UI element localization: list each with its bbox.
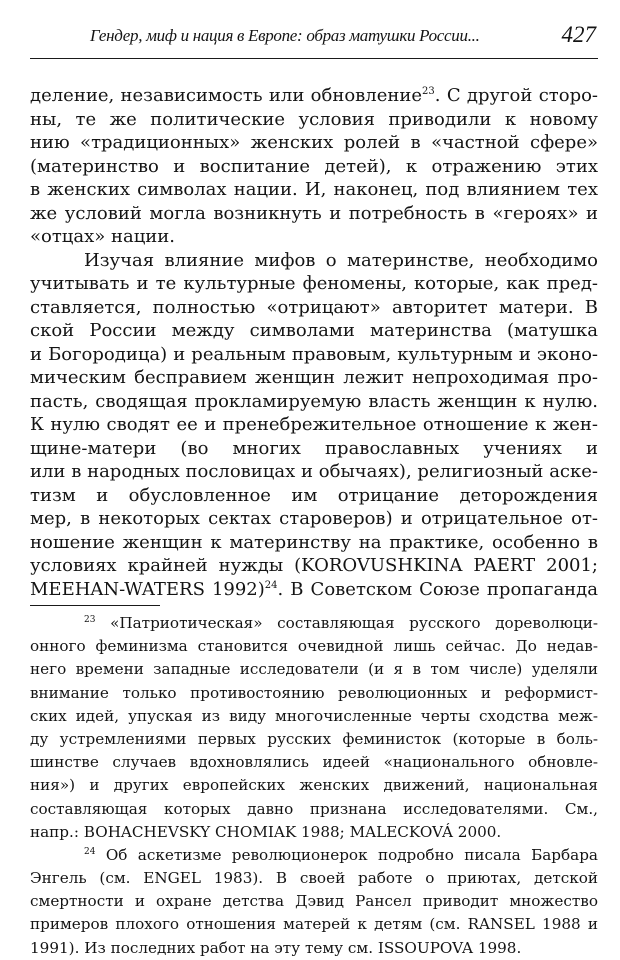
text-line: же условий могла возникнуть и потребность в «героях» и	[30, 202, 598, 224]
footnote-24-start: $^{24}$ Об аскетизме революционерок подробно писала Барбара	[84, 845, 598, 864]
text-line: ношение женщин к материнству на практике, особенно в	[30, 531, 598, 553]
footnote-marker-23: 23	[84, 615, 96, 625]
footnote-line: примеров плохого отношения матерей к детям (см. RANSEL 1988 и	[30, 915, 598, 934]
footnote-line: ду устремлениями первых русских феминисток (которые в боль-	[30, 729, 598, 748]
footnote-line: 1991). Из последних работ на эту тему см. ISSOUPOVA 1998.	[30, 938, 522, 957]
paragraph-start-line: Изучая влияние мифов о материнстве, необходимо	[84, 249, 598, 271]
footnote-line: ния») и других европейских женских движений, национальная	[30, 776, 598, 795]
footnote-marker-24: 24	[84, 846, 96, 857]
text-line: MEEHAN-WATERS 1992)$^{24}$. В Советском Союзе пропаганда	[30, 578, 598, 600]
page-number: 427	[561, 22, 596, 47]
text-line: и Богородица) и реальным правовым, культурным и эконо-	[30, 343, 598, 365]
text-line: тизм и обусловленное им отрицание деторождения	[30, 484, 598, 506]
footnote-line: составляющая которых давно признана исследователями. См.,	[30, 799, 598, 818]
footnote-line: внимание только противостоянию революционных и реформист-	[30, 683, 598, 702]
footnote-line: напр.: BOHACHEVSKY CHOMIAK 1988; MALECKOVÁ 2000.	[30, 822, 502, 841]
text-line: или в народных пословицах и обычаях), религиозный аске-	[30, 461, 598, 482]
text-line: (материнство и воспитание детей), к отражению этих	[30, 155, 598, 177]
footnote-line: онного феминизма становится очевидной лишь сейчас. До недав-	[30, 637, 598, 656]
text-line: мическим бесправием женщин лежит непроходимая про-	[30, 367, 598, 388]
footnote-line: смертности и охране детства Дэвид Рансел приводит множество	[30, 892, 598, 911]
footnote-ref-23[interactable]: 23	[422, 86, 435, 97]
text-line: К нулю сводят ее и пренебрежительное отношение к жен-	[30, 414, 598, 435]
footnote-line: Энгель (см. ENGEL 1983). В своей работе о приютах, детской	[30, 869, 598, 888]
main-text	[30, 84, 598, 601]
text-line: мер, в некоторых сектах староверов) и отрицательное от-	[30, 508, 598, 529]
text-line: пасть, сводящая прокламируемую власть женщин к нулю.	[30, 390, 598, 412]
footnote-ref-24[interactable]: 24	[264, 579, 278, 591]
text-line: щине-матери (во многих православных учениях и	[30, 437, 598, 459]
running-header	[30, 18, 598, 59]
footnote-divider	[30, 605, 160, 606]
text-line: учитывать и те культурные феномены, которые, как пред-	[30, 273, 598, 294]
text-line: в женских символах нации. И, наконец, под влиянием тех	[30, 179, 598, 200]
footnote-line: шинстве случаев вдохновлялись идеей «национального обновле-	[30, 753, 598, 772]
text-line: деление, независимость или обновление$^{23}$. С другой сторо-	[30, 85, 598, 106]
text-line: ставляется, полностью «отрицают» авторитет матери. В	[30, 296, 598, 318]
text-line: ны, те же политические условия приводили к новому	[30, 108, 598, 130]
text-line: условиях крайней нужды (KOROVUSHKINA PAERT 2001;	[30, 555, 598, 576]
text-line: ской России между символами материнства (матушка	[30, 320, 598, 341]
footnote-23-start: $^{23}$ «Патриотическая» составляющая русского дореволюци-	[84, 614, 598, 632]
text-line: нию «традиционных» женских ролей в «частной сфере»	[30, 132, 598, 153]
footnotes	[30, 612, 598, 960]
footnote-line: ских идей, упуская из виду многочисленные черты сходства меж-	[30, 706, 598, 725]
text-line: «отцах» нации.	[30, 226, 176, 247]
running-title: Гендер, миф и нация в Европе: образ матушки России...	[90, 26, 480, 45]
footnote-line: него времени западные исследователи (и я в том числе) уделяли	[30, 660, 598, 679]
